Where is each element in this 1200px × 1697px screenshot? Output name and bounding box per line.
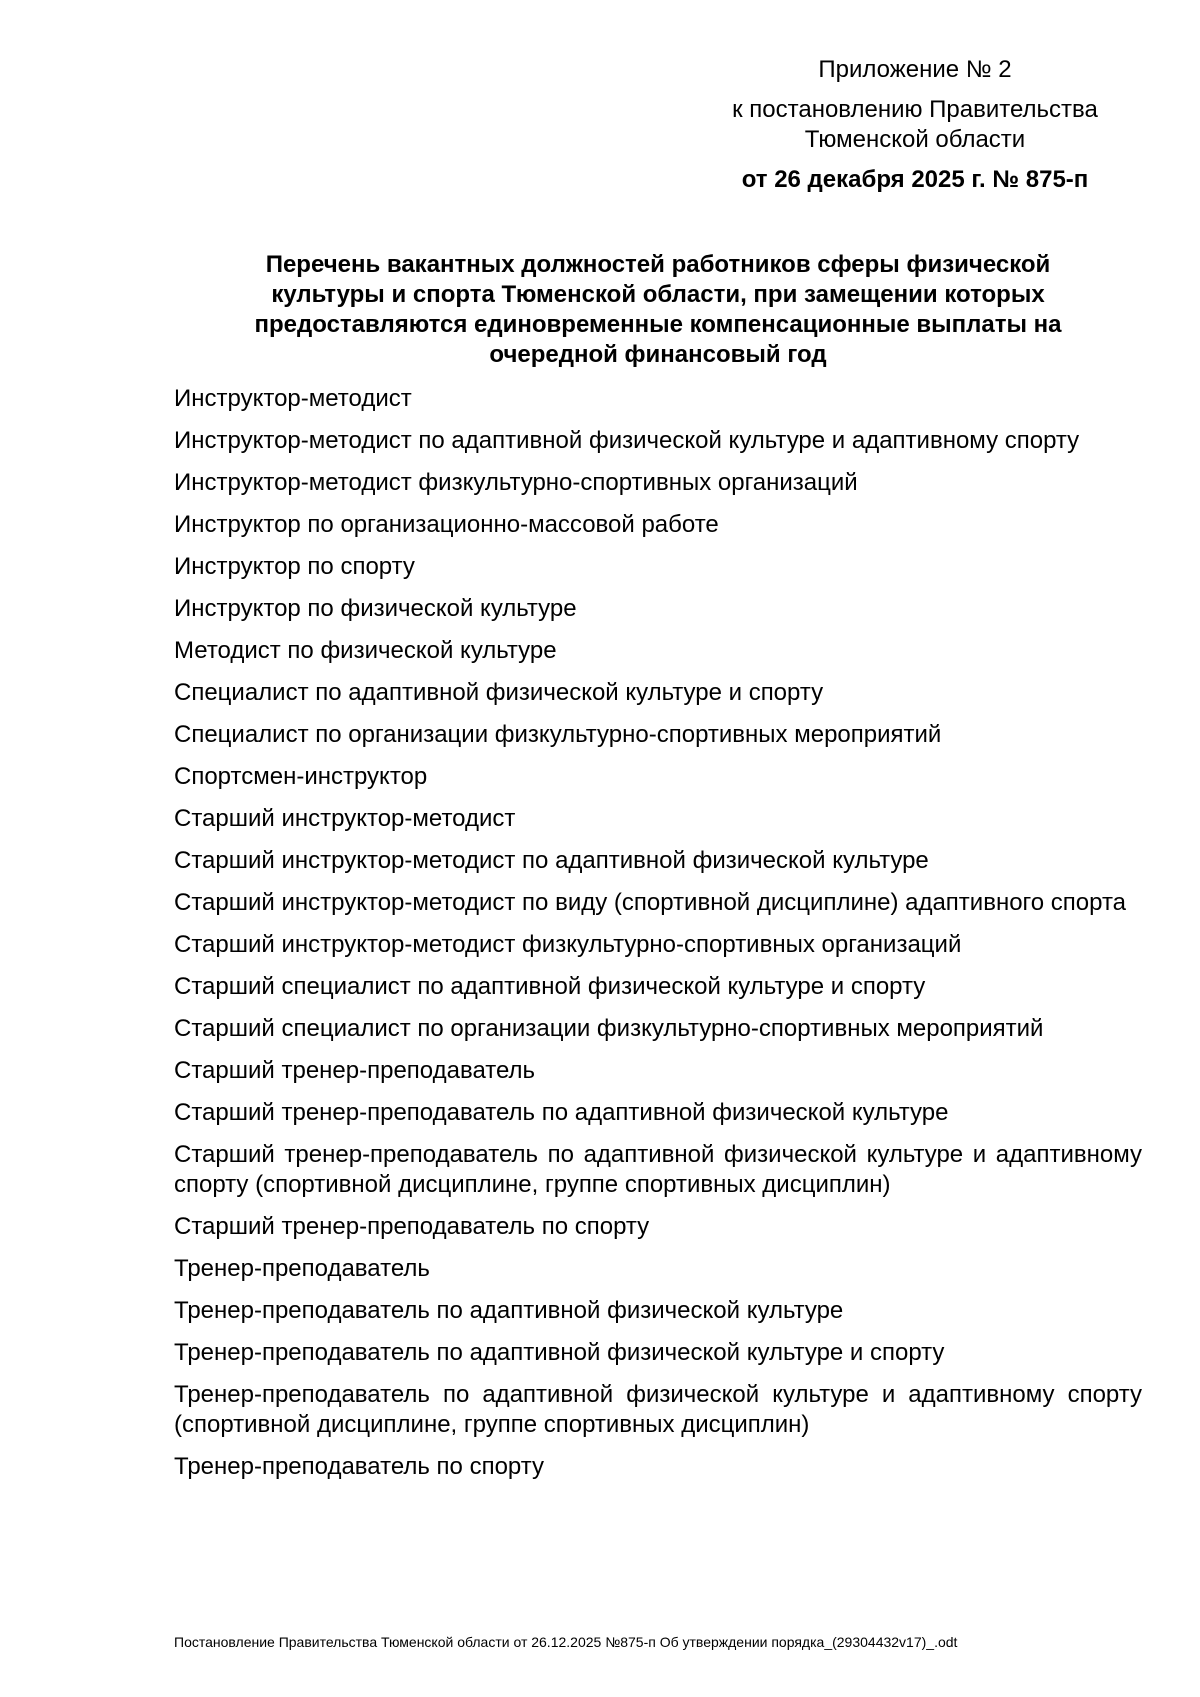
position-item: Тренер-преподаватель bbox=[174, 1255, 430, 1282]
document-title-line-3: предоставляются единовременные компенсационные выплаты на bbox=[254, 311, 1062, 338]
position-item: Тренер-преподаватель по адаптивной физической культуре и адаптивному спорту (спортивной дисциплине, группе спортивных дисциплин) bbox=[174, 1381, 1142, 1438]
resolution-date: от 26 декабря 2025 г. № 875-п bbox=[741, 166, 1089, 193]
position-item: Инструктор-методист bbox=[174, 385, 412, 412]
position-item: Старший инструктор-методист bbox=[174, 805, 516, 832]
position-item: Старший специалист по организации физкультурно-спортивных мероприятий bbox=[174, 1015, 1044, 1042]
position-item: Старший инструктор-методист физкультурно-спортивных организаций bbox=[174, 931, 962, 958]
resolution-line-2: Тюменской области bbox=[804, 126, 1026, 153]
position-item: Инструктор по организационно-массовой работе bbox=[174, 511, 719, 538]
position-item: Тренер-преподаватель по адаптивной физической культуре bbox=[174, 1297, 844, 1324]
document-title-line-1: Перечень вакантных должностей работников сферы физической bbox=[265, 251, 1051, 278]
document-title-line-2: культуры и спорта Тюменской области, при замещении которых bbox=[271, 281, 1045, 308]
appendix-label: Приложение № 2 bbox=[818, 56, 1012, 83]
position-item: Старший инструктор-методист по адаптивной физической культуре bbox=[174, 847, 929, 874]
position-item: Тренер-преподаватель по адаптивной физической культуре и спорту bbox=[174, 1339, 945, 1366]
position-item: Спортсмен-инструктор bbox=[174, 763, 428, 790]
position-item: Инструктор-методист физкультурно-спортивных организаций bbox=[174, 469, 858, 496]
page-footer: Постановление Правительства Тюменской области от 26.12.2025 №875-п Об утверждении порядка_(29304432v17)_.odt bbox=[174, 1634, 958, 1650]
position-item: Старший тренер-преподаватель bbox=[174, 1057, 536, 1084]
document-title-line-4: очередной финансовый год bbox=[489, 341, 827, 368]
positions-list bbox=[174, 384, 1142, 1494]
position-item: Старший специалист по адаптивной физической культуре и спорту bbox=[174, 973, 926, 1000]
position-item: Инструктор по физической культуре bbox=[174, 595, 577, 622]
position-item: Специалист по организации физкультурно-спортивных мероприятий bbox=[174, 721, 942, 748]
position-item: Методист по физической культуре bbox=[174, 637, 557, 664]
document-title bbox=[174, 250, 1142, 370]
position-item: Старший тренер-преподаватель по спорту bbox=[174, 1213, 650, 1240]
position-item: Старший тренер-преподаватель по адаптивной физической культуре и адаптивному спорту (спортивной дисциплине, группе спортивных дисциплин) bbox=[174, 1141, 1142, 1198]
position-item: Инструктор по спорту bbox=[174, 553, 415, 580]
position-item: Инструктор-методист по адаптивной физической культуре и адаптивному спорту bbox=[174, 427, 1080, 454]
position-item: Старший инструктор-методист по виду (спортивной дисциплине) адаптивного спорта bbox=[174, 889, 1127, 916]
resolution-line-1: к постановлению Правительства bbox=[732, 96, 1098, 123]
position-item: Специалист по адаптивной физической культуре и спорту bbox=[174, 679, 824, 706]
position-item: Тренер-преподаватель по спорту bbox=[174, 1453, 544, 1480]
appendix-header bbox=[690, 55, 1140, 195]
position-item: Старший тренер-преподаватель по адаптивной физической культуре bbox=[174, 1099, 949, 1126]
